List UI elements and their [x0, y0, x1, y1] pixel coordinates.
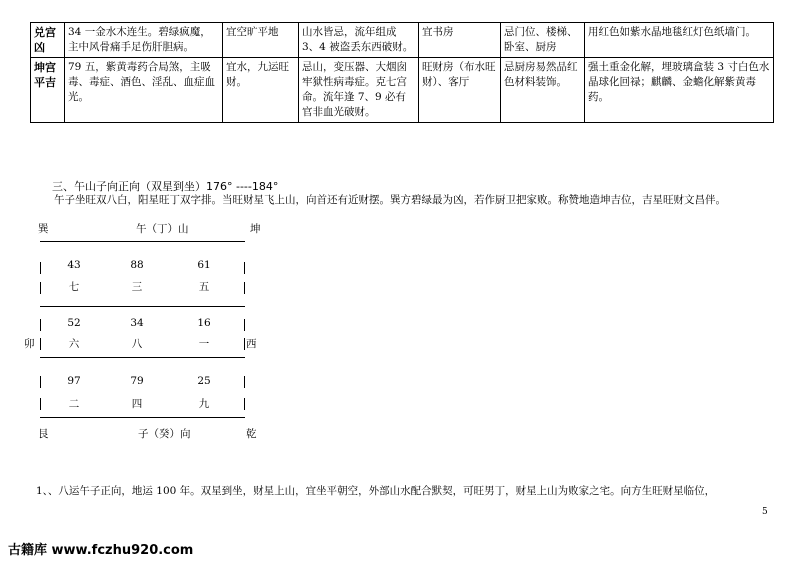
grid-bar	[40, 338, 41, 350]
grid-line	[40, 306, 245, 307]
grid-bar	[244, 262, 245, 274]
cell-base: 二	[68, 398, 80, 410]
avoid-cell: 忌厨房易然品红色材料装饰。	[501, 58, 585, 123]
cell-stars: 16	[197, 317, 211, 329]
direction-label-top-right: 坤	[250, 223, 261, 235]
page-number: 5	[762, 507, 768, 517]
direction-label-right: 西	[246, 338, 257, 350]
cell-stars: 34	[130, 317, 144, 329]
section-title: 三、午山子向正向（双星到坐）176° ----184°	[52, 180, 279, 193]
grid-bar	[40, 282, 41, 294]
mountain-water-cell: 忌山，变压器、大烟囱牢狱性病毒症。克七宫命。流年逢 7、9 必有官非血光破财。	[299, 58, 419, 123]
watermark: 古籍库 www.fczhu920.com	[8, 543, 194, 558]
cell-base: 八	[131, 338, 143, 350]
palace-cell: 坤宫平吉	[31, 58, 65, 123]
grid-line	[40, 417, 245, 418]
suitable-cell: 宜空旷平地	[223, 23, 299, 58]
cell-base: 六	[68, 338, 80, 350]
direction-label-left: 卯	[24, 338, 35, 350]
cell-stars: 25	[197, 375, 211, 387]
cell-stars: 43	[67, 259, 81, 271]
avoid-cell: 忌门位、楼梯、卧室、厨房	[501, 23, 585, 58]
remedy-cell: 用红色如紫水晶地毯红灯色纸墙门。	[585, 23, 774, 58]
grid-bar	[40, 262, 41, 274]
room-cell: 旺财房（布水旺财）、客厅	[419, 58, 501, 123]
direction-label-top-center: 午（丁）山	[136, 223, 189, 235]
cell-stars: 88	[130, 259, 144, 271]
cell-base: 四	[131, 398, 143, 410]
cell-stars: 52	[67, 317, 81, 329]
cell-base: 三	[131, 281, 143, 293]
cell-stars: 61	[197, 259, 211, 271]
intro-paragraph: 午子坐旺双八白，阳星旺丁双字排。当旺财星飞上山，向首还有近财摆。巽方碧绿最为凶，若作厨卫把家败。称赞地造坤吉位，吉星旺财文昌伴。	[54, 194, 726, 206]
mountain-water-cell: 山水皆忌，流年组成 3、4 被盗丢东西破财。	[299, 23, 419, 58]
grid-bar	[40, 319, 41, 331]
grid-bar	[40, 398, 41, 410]
flying-star-chart	[24, 218, 270, 448]
suitable-cell: 宜水，九运旺财。	[223, 58, 299, 123]
description-cell: 79 五，紫黄毒药合局煞，主吸毒、毒症、酒色、淫乱、血症血光。	[65, 58, 223, 123]
grid-bar	[40, 376, 41, 388]
grid-bar	[244, 319, 245, 331]
grid-bar	[244, 338, 245, 350]
grid-bar	[244, 282, 245, 294]
cell-stars: 79	[130, 375, 144, 387]
room-cell: 宜书房	[419, 23, 501, 58]
cell-base: 九	[198, 398, 210, 410]
table-row	[31, 58, 774, 123]
cell-base: 七	[68, 281, 80, 293]
palace-cell: 兑宫凶	[31, 23, 65, 58]
direction-label-bottom-right: 乾	[246, 428, 257, 440]
direction-label-bottom-center: 子（癸）向	[138, 428, 191, 440]
grid-line	[40, 357, 245, 358]
description-cell: 34 一金水木连生。碧绿疯魔，主中风骨痛手足伤肝胆病。	[65, 23, 223, 58]
remedy-cell: 强土重金化解，埋玻璃盒装 3 寸白色水晶球化回禄；麒麟、金蟾化解紫黄毒药。	[585, 58, 774, 123]
cell-base: 五	[198, 281, 210, 293]
footer-paragraph: 1、、八运午子正向，地运 100 年。双星到坐，财星上山，宜坐平朝空，外部山水配合默契，可旺男丁，财星上山为败家之宅。向方生旺财星临位，	[36, 485, 716, 497]
grid-bar	[244, 376, 245, 388]
flying-star-table	[30, 22, 774, 123]
table-row	[31, 23, 774, 58]
cell-stars: 97	[67, 375, 81, 387]
cell-base: 一	[198, 338, 210, 350]
direction-label-bottom-left: 艮	[38, 428, 49, 440]
direction-label-top-left: 巽	[38, 223, 49, 235]
grid-bar	[244, 398, 245, 410]
grid-line	[40, 241, 245, 242]
